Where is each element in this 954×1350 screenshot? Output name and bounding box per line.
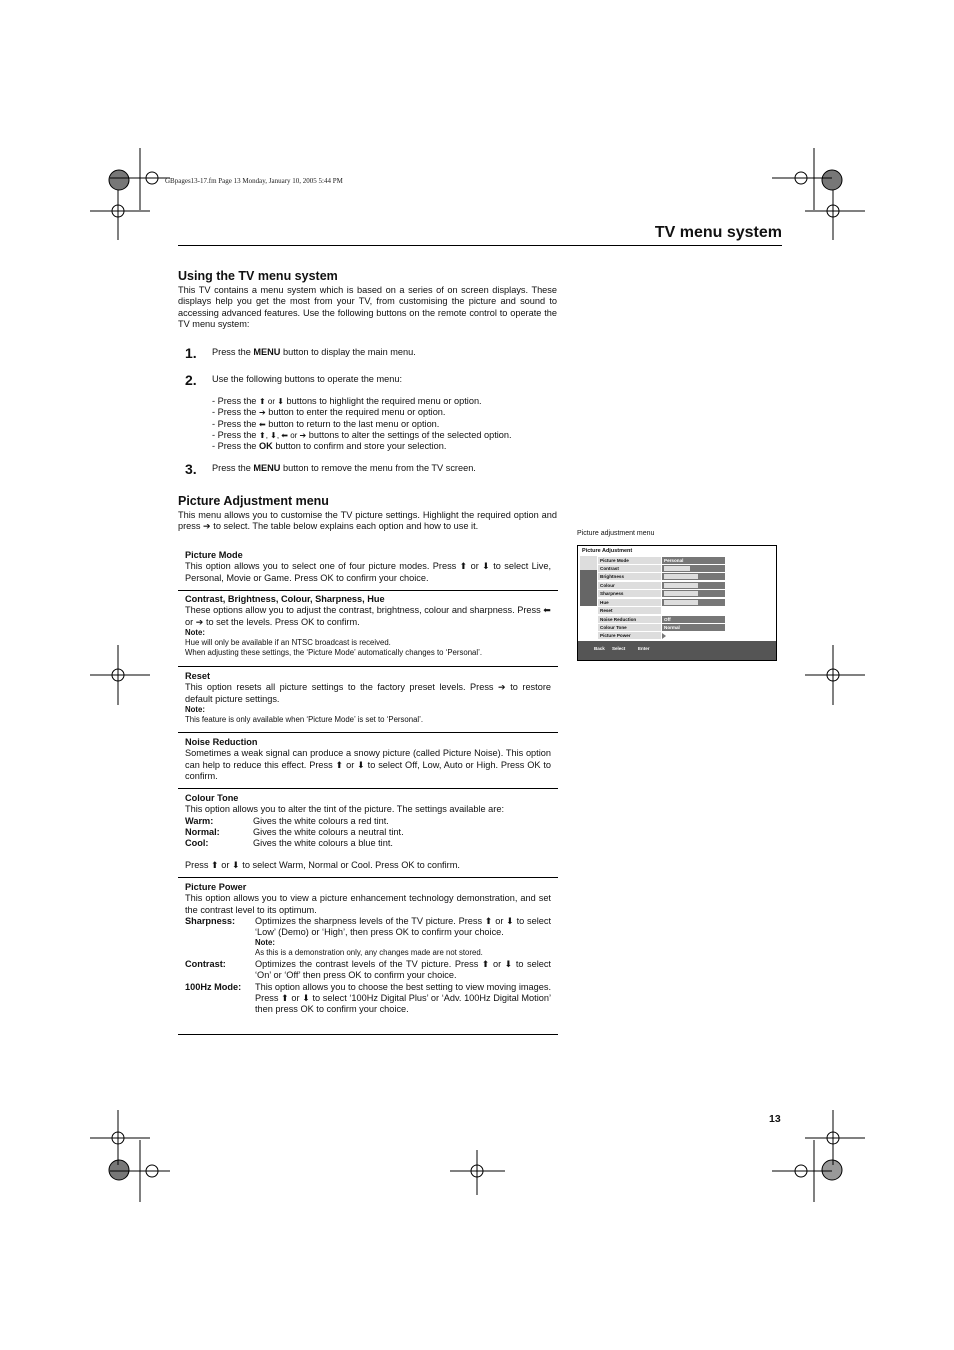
menu-sidebar-selected xyxy=(580,556,597,570)
step-1-text: Press the MENU button to display the main menu. xyxy=(212,347,416,357)
list-item: - Press the OK button to confirm and store your selection. xyxy=(212,441,447,452)
section-heading-using-menu: Using the TV menu system xyxy=(178,269,338,283)
picture-adjustment-menu-illustration: Picture Adjustment Picture Mode Personal Contrast Brightness Colour Sharpness Hue Reset Noise Reduction Off Colour Tone Normal Picture Power Back Select Enter xyxy=(577,545,777,661)
menu-footer: Back Select Enter xyxy=(578,641,776,660)
picture-intro-paragraph: This menu allows you to customise the TV picture settings. Highlight the required option and press ➔ to select. The table below explains each option and how to use it. xyxy=(178,510,557,532)
table-bottom-rule xyxy=(178,1034,558,1035)
button-list xyxy=(212,396,512,452)
table-row-noise-reduction: Noise Reduction Sometimes a weak signal can produce a snowy picture (called Picture Noise). This option can help to reduce this effect. Press ⬆ or ⬇ to select Off, Low, Auto or High. Press OK to confirm. xyxy=(185,737,551,781)
section-heading-picture-adjustment: Picture Adjustment menu xyxy=(178,494,329,508)
page-title: TV menu system xyxy=(654,224,782,241)
header-rule xyxy=(178,245,782,246)
table-row-colour-tone: Colour Tone This option allows you to alter the tint of the picture. The settings available are: Warm: Gives the white colours a red tint. Normal: Gives the white colours a neutral tint. Cool: Gives the white colours a blue tint. Press ⬆ or ⬇ to select Warm, Normal or Cool. Press OK to confirm. xyxy=(185,793,505,871)
menu-caption: Picture adjustment menu xyxy=(577,530,655,537)
table-divider xyxy=(178,788,558,789)
list-item: - Press the ⬅ button to return to the last menu or option. xyxy=(212,418,440,429)
step-number: 3. xyxy=(185,461,197,477)
table-divider xyxy=(178,590,558,591)
table-divider xyxy=(178,877,558,878)
table-row-contrast: Contrast, Brightness, Colour, Sharpness, Hue These options allow you to adjust the contrast, brightness, colour and sharpness. Press ⬅ or ➔ to set the levels. Press OK to confirm. Note: Hue will only be available if an NTSC broadcast is received. When adjusting these settings, the ‘Picture Mode’ automatically changes to ‘Personal’. xyxy=(185,594,551,658)
intro-paragraph: This TV contains a menu system which is based on a series of on screen displays. These displays help you get the most from your TV, from customising the picture and sound to accessing advanced features. Use the following buttons on the remote control to operate the TV menu system: xyxy=(178,285,557,329)
file-header: GBpages13-17.fm Page 13 Monday, January 10, 2005 5:44 PM xyxy=(165,177,343,185)
table-row-reset: Reset This option resets all picture settings to the factory preset levels. Press ➔ to restore default picture settings. Note: This feature is only available when ‘Picture Mode’ is set to ‘Personal’. xyxy=(185,671,551,724)
table-divider xyxy=(178,732,558,733)
arrow-right-icon xyxy=(662,633,666,639)
list-item: - Press the ➔ button to enter the required menu or option. xyxy=(212,407,446,418)
list-item: - Press the ⬆ or ⬇ buttons to highlight the required menu or option. xyxy=(212,396,482,406)
step-3-text: Press the MENU button to remove the menu from the TV screen. xyxy=(212,463,476,473)
table-divider xyxy=(178,666,558,667)
menu-title: Picture Adjustment xyxy=(582,548,633,554)
table-row-picture-mode: Picture Mode This option allows you to select one of four picture modes. Press ⬆ or ⬇ to select Live, Personal, Movie or Game. Press OK to confirm your choice. xyxy=(185,550,551,583)
table-row-picture-power: Picture Power This option allows you to view a picture enhancement technology demonstration, and set the contrast level to its optimum. Sharpness: Optimizes the sharpness levels of the TV picture. Press ⬆ or ⬇ to select ‘Low’ (Demo) or ‘High’, then press OK to confirm your choice. Note: As this is a demonstration only, any changes made are not stored. Contrast: Optimizes the contrast levels of the TV picture. Press ⬆ or ⬇ to select ‘On’ or ‘Off’ then press OK to confirm your choice. 100Hz Mode: This option allows you to choose the best setting to view moving images. Press ⬆ or ⬇ to select ‘100Hz Digital Plus’ or ‘Adv. 100Hz Digital Motion’ then press OK to confirm your choice. xyxy=(185,882,551,1015)
page-number: 13 xyxy=(769,1113,781,1125)
step-2-text: Use the following buttons to operate the menu: xyxy=(212,374,402,384)
step-number: 1. xyxy=(185,345,197,361)
list-item: - Press the ⬆, ⬇, ⬅ or ➔ buttons to alter the settings of the selected option. xyxy=(212,429,512,440)
step-number: 2. xyxy=(185,372,197,388)
